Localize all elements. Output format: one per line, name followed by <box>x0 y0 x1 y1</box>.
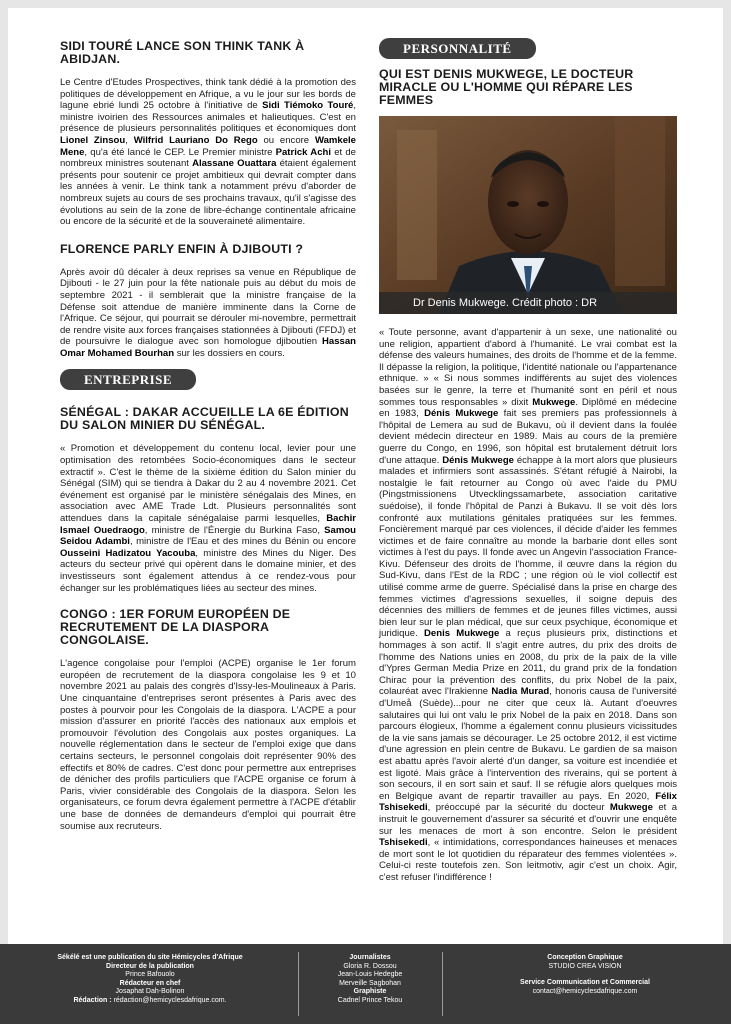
section-label-personnalite-wrap <box>379 38 677 59</box>
text-run: a reçus plusieurs prix, distinctions et hommages à son actif. Il s'agit entre autres, du prix des droits de l'homme des Nations unies en 2008, du prix de la paix de la ville d'Ypres German Media Prize en 2011, du grand prix de la fondation Chirac pour la prévention des conflits, du prix Nobel de la paix, colauréat avec l'Irakienne <box>379 628 678 698</box>
footer-publication-info <box>30 954 270 1006</box>
highlighted-name: Tshisekedi <box>379 837 428 849</box>
article-title-florence-parly: FLORENCE PARLY ENFIN À DJIBOUTI ? <box>60 241 304 256</box>
article-body-senegal <box>60 443 356 594</box>
article-title-senegal: SÉNÉGAL : DAKAR ACCUEILLE LA 6E ÉDITION DU SALON MINIER DU SÉNÉGAL. <box>60 405 349 433</box>
highlighted-name: Bachir Ismael Ouedraogo <box>60 513 356 536</box>
photo-caption: Dr Denis Mukwege. Crédit photo : DR <box>379 292 677 314</box>
footer-conception-label: Conception Graphique <box>547 954 623 961</box>
magazine-page <box>8 8 723 1016</box>
footer-journaliste: Jean-Louis Hedegbe <box>337 971 403 979</box>
footer-conception: STUDIO CREA VISION <box>548 962 622 970</box>
article-body-florence-parly <box>60 267 356 360</box>
masthead-footer <box>0 944 731 1024</box>
highlighted-name: Félix Tshisekedi <box>379 790 677 814</box>
text-run: , <box>125 134 134 146</box>
text-run: , ministre de l'Eau et des mines du Bénin ou encore <box>129 536 357 548</box>
footer-directeur: Prince Bafouolo <box>125 971 175 979</box>
portrait-photo <box>379 116 677 314</box>
highlighted-name: Alassane Ouattara <box>192 158 277 170</box>
footer-redaction-email[interactable]: rédaction@hemicyclesdafrique.com. <box>113 996 227 1004</box>
text-run: sur les dossiers en cours. <box>174 347 285 359</box>
text-run: « Toute personne, avant d'appartenir à un sexe, une nationalité ou une religion, appartient d'abord à l'humanité. Le vrai combat est la défense des valeurs humaines, des droits de l'homme et de la femme. Il dépasse la religion, la politique, l'identité nationale ou l'appartenance ethnique. » « Si nous sommes indifférents au sujet des violences basées sur le genre, la terre et l'humanité sont en péril et nous sommes tous responsables » dixit <box>379 327 677 408</box>
footer-contact-info <box>460 954 710 996</box>
text-run: , ministre des Mines du Niger. Des acteurs du secteur privé qui opèrent dans le domaine minier, et des investisseurs sont également attendus à ce rendez-vous pour échanger sur les problématiques liées au secteur des mines. <box>60 547 356 594</box>
text-run: échappe à la mort alors que plusieurs malades et infirmiers sont assassinés. S'étant réfugié à Nairobi, la nostalgie le fait retourner au Congo où avec l'aide du PMU (Pingstmissionens Utvecklingssamarbete, association caritative suédoise), il fonde l'hôpital de Panzi à Bukavu. Il se voit dès lors confronté aux mutilations génitales pratiquées sur les femmes. Foncièrement marqué par ces violences, il décide d'aider les femmes victimes et de faire connaître au monde la barbarie dont elles sont victimes à l'est du pays. Il fonde avec un Angevin l'association France-Kivu. Défenseur des droits de l'homme, il œuvre dans la région du Sud-Kivu, dans l'Est de la RDC ; une région où le viol collectif est utilisé comme arme de guerre. Spécialisé dans la prise en charge des femmes victimes d'agressions sexuelles, il soigne depuis des décennies des milliers de femmes et de jeunes filles victimes, aussi bien leur sur le plan médical, que sur ceux psychique, économique et juridique. <box>379 454 678 640</box>
highlighted-name: Hassan Omar Mohamed Bourhan <box>60 336 356 359</box>
footer-contact-email[interactable]: contact@hemicyclesdafrique.com <box>532 987 638 995</box>
text-run: L'agence congolaise pour l'emploi (ACPE) organise le 1er forum européen de recrutement de la diaspora congolaise les 9 et 10 novembre 2021 au palais des congrès d'Issy-les-Moulineaux à Paris. Une cinquantaine d'entreprises seront présentes à Paris avec des postes à pourvoir pour les Congolais de la diaspora. L'ACPE a pour mission d'assurer en priorité l'accès des nationaux aux emplois et promouvoir l'évolution des Congolais aux postes organiques. La nouvelle réglementation dans le secteur de l'emploi exige que dans certains secteurs, le personnel congolais doit représenter 90% des effectifs et 80% de cadres. C'est donc pour permettre aux entreprises de dénicher des profils particuliers que l'ACPE organise ce forum à Paris, vivier considérable des Congolais de la diaspora. Selon les organisateurs, ce forum devra également permettre à l'ACPE d'établir une base de données de demandeurs d'emploi qui pourrait être soumise aux recruteurs. <box>60 658 356 832</box>
article-body-sidi-toure <box>60 77 356 228</box>
article-title-mukwege: QUI EST DENIS MUKWEGE, LE DOCTEUR MIRACLE OU L'HOMME QUI RÉPARE LES FEMMES <box>379 67 634 107</box>
text-run: , ministre de l'Énergie du Burkina Faso, <box>144 524 325 536</box>
text-run: , préoccupé par la sécurité du docteur <box>427 802 610 814</box>
footer-graphiste: Cadnel Prince Tekou <box>337 996 403 1004</box>
text-run: fait ses premiers pas professionnels à l'hôpital de Lemera au sud de Bukavu, où il devient dans la foulée devient médecin directeur en 1989. Mais au cours de la première guerre du Congo, en 1996, son hôpital est brutalement détruit lors d'une attaque. <box>379 408 677 466</box>
highlighted-name: Mukwege <box>532 396 576 408</box>
footer-publication: Sékélé est une publication du site Hémicycles d'Afrique <box>57 954 243 961</box>
highlighted-name: Wilfrid Lauriano Do Rego <box>133 134 258 146</box>
footer-redaction-label: Rédaction : <box>73 996 112 1004</box>
text-run: et de nombreux ministres soutenant <box>60 146 356 170</box>
text-run: Le Centre d'Etudes Prospectives, think tank dédié à la promotion des politiques de développement en Afrique, a vu le jour sur les bords de lagune ebrié lundi 25 octobre à l'initiative de <box>60 77 356 112</box>
highlighted-name: Mukwege <box>609 802 653 814</box>
article-title-sidi-toure: SIDI TOURÉ LANCE SON THINK TANK À ABIDJAN. <box>60 39 305 66</box>
highlighted-name: Dénis Mukwege <box>442 454 514 466</box>
text-run: . Diplômé en médecine en 1983, <box>379 396 677 420</box>
highlighted-name: Sidi Tiémoko Touré <box>262 100 354 112</box>
footer-journaliste: Merveille Sagbohan <box>339 979 401 987</box>
article-body-mukwege <box>379 327 677 884</box>
highlighted-name: Nadia Murad <box>491 686 550 698</box>
highlighted-name: Ousseini Hadizatou Yacouba <box>60 547 196 559</box>
highlighted-name: Dénis Mukwege <box>424 408 499 420</box>
highlighted-name: Wamkele Mene <box>60 134 356 158</box>
footer-journaliste: Gloria R. Dossou <box>343 962 397 970</box>
highlighted-name: Patrick Achi <box>275 146 331 158</box>
highlighted-name: Lionel Zinsou <box>60 134 126 146</box>
footer-graphiste-label: Graphiste <box>353 988 387 996</box>
text-run: Après avoir dû décaler à deux reprises sa venue en République de Djibouti - le 27 juin pour la fête nationale puis au début du mois de septembre 2021 - il semblerait que la ministre française de la Défense soit attendue de manière imminente dans la Corne de l'Afrique. Ce séjour, qui pourrait se dérouler mi-novembre, permettrait de rendre visite aux forces françaises stationnées à Djibouti (FFDJ) et de poursuivre le dialogue avec son homologue djiboutien <box>60 266 356 348</box>
footer-service-label: Service Communication et Commercial <box>520 979 650 987</box>
right-column <box>379 38 677 884</box>
footer-divider-1 <box>298 952 299 1016</box>
text-run: , ministre ivoirien des Ressources animales et halieutiques. C'est en présence de plusieurs personnalités politiques et économiques dont <box>60 100 357 135</box>
section-label-entreprise: ENTREPRISE <box>60 369 196 390</box>
section-label-entreprise-wrap <box>60 369 356 390</box>
footer-redacteur-label: Rédacteur en chef <box>119 979 181 987</box>
article-title-congo: CONGO : 1ER FORUM EUROPÉEN DE RECRUTEMENT DE LA DIASPORA CONGOLAISE. <box>60 607 291 648</box>
text-run: étaient également présents pour soutenir ce projet ambitieux qui devrait compter dans les années à venir. Le think tank a notamment prévu d'aborder de nombreux sujets au cours de ses prochains travaux, qu'il s'agisse des évolutions au sein de la zone de libre-échange continentale africaine ou encore de la sécurité et de la souveraineté alimentaire. <box>60 158 356 228</box>
left-column <box>60 38 356 832</box>
text-run: , « intimidations, correspondances haineuses et menaces de mort sont le lot quotidien du réparateur des femmes violentées ». Celui-ci reste toutefois zen. Son leitmotiv, agir c'est un choix. Agir, c'est refuser l'indifférence ! <box>379 837 677 883</box>
section-label-personnalite: PERSONNALITÉ <box>379 38 536 59</box>
text-run: , qu'a été lancé le CEP. Le Premier ministre <box>84 146 276 158</box>
text-run: , honoris causa de l'université d'Umeå (Suède)...pour ne citer que ceux là. Autant d'oeuvres salutaires qui lui ont valu le prix Nobel de la paix en 2018. Dans son parcours élogieux, l'homme a également connu plusieurs vicissitudes de la vie sans jamais se décourager. Le 25 octobre 2012, il est victime d'une agression en plein centre de Bukavu. Le gardien de sa maison est abattu après l'avoir alerté d'un danger, sa voiture est incendiée et est ligoté. Mais grâce à l'intervention des riverains, qui se portent à son secours, il en sort sain et sauf. Il se réfugie alors quelques mois en Belgique avant de repartir travailler au pays. En 2020, <box>379 686 677 802</box>
highlighted-name: Samou Seidou Adambi <box>60 524 356 548</box>
portrait-illustration <box>379 116 677 314</box>
article-body-congo <box>60 658 356 832</box>
highlighted-name: Denis Mukwege <box>424 628 500 640</box>
footer-directeur-label: Directeur de la publication <box>106 962 194 970</box>
text-run: et a instruit le gouvernement d'assurer sa sécurité et d'ouvrir une enquête sur les menaces de mort à son encontre. Selon le président <box>379 802 678 837</box>
footer-redacteur: Josaphat Dah-Bolinon <box>115 988 185 996</box>
footer-journalistes-label: Journalistes <box>349 954 391 961</box>
footer-divider-2 <box>442 952 443 1016</box>
text-run: « Promotion et développement du contenu local, levier pour une optimisation des retombées Socio-économiques dans le secteur extractif ». C'est le thème de la sixième édition du Salon minier du Sénégal (SIM) qui se tiendra à Dakar du 2 au 4 novembre 2021. Cet événement est organisé par le ministère sénégalais des Mines, en association avec AME Trade Ldt. Plusieurs personnalités sont attendues dans la capitale sénégalaise parmi lesquelles, <box>60 443 356 525</box>
text-run: ou encore <box>257 134 315 146</box>
footer-journalists <box>305 954 435 1006</box>
